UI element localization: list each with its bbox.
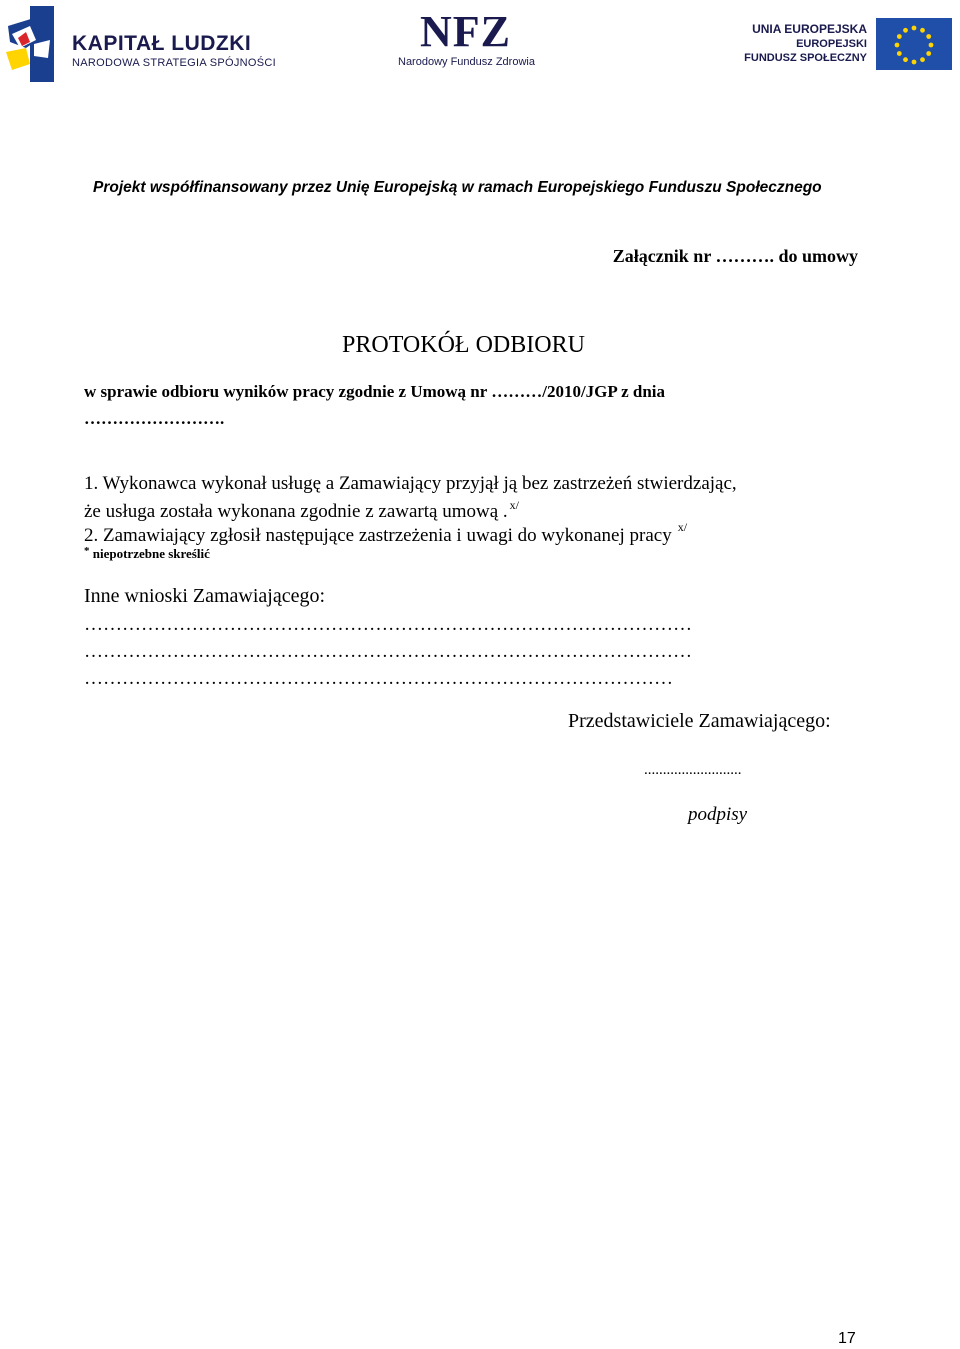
eu-flag-icon (876, 18, 952, 70)
other-conclusions-label: Inne wnioski Zamawiającego: (84, 585, 326, 607)
attachment-label: Załącznik nr ………. do umowy (612, 246, 858, 266)
document-title: PROTOKÓŁ ODBIORU (342, 332, 585, 358)
eu-subtitle-2: FUNDUSZ SPOŁECZNY (744, 52, 867, 64)
dotted-line-1: …………………………………………………………………………………… (84, 614, 692, 635)
dotted-line-3: ………………………………………………………………………………… (84, 668, 673, 689)
eu-logo (744, 18, 955, 74)
page-number: 17 (838, 1330, 856, 1347)
footnote (84, 545, 210, 562)
item-2-superscript: x/ (677, 520, 688, 534)
footnote-mark: * (84, 545, 90, 557)
footnote-text: niepotrzebne skreślić (92, 546, 210, 561)
item-2-line (84, 520, 687, 547)
eu-subtitle-1: EUROPEJSKI (796, 38, 867, 50)
nfz-logo (396, 7, 546, 74)
nfz-subtitle: Narodowy Fundusz Zdrowia (398, 56, 535, 68)
item-1-superscript: x/ (509, 498, 519, 512)
item-1-text: że usługa została wykonana zgodnie z zawartą umową . (84, 501, 508, 522)
signature-dots: .......................... (644, 762, 742, 778)
kapital-ludzki-subtitle: NARODOWA STRATEGIA SPÓJNOŚCI (72, 57, 276, 69)
cofinancing-note: Projekt współfinansowany przez Unię Europejską w ramach Europejskiego Funduszu Społecznego (93, 179, 822, 196)
dotted-line-2: …………………………………………………………………………………… (84, 641, 692, 662)
item-2-text: 2. Zamawiający zgłosił następujące zastrzeżenia i uwagi do wykonanej pracy (84, 525, 672, 546)
eu-title: UNIA EUROPEJSKA (752, 22, 867, 36)
subject-line-1: w sprawie odbioru wyników pracy zgodnie z Umową nr ………/2010/JGP z dnia (84, 382, 666, 401)
representatives-label: Przedstawiciele Zamawiającego: (568, 710, 831, 732)
signatures-label: podpisy (688, 804, 748, 825)
kapital-ludzki-star-icon (4, 4, 56, 84)
nfz-mark: NFZ (420, 7, 511, 56)
item-1-line-1: 1. Wykonawca wykonał usługę a Zamawiający przyjął ją bez zastrzeżeń stwierdzając, (84, 473, 737, 494)
subject-line-2: ……………………. (84, 409, 225, 428)
kapital-ludzki-title: KAPITAŁ LUDZKI (72, 32, 252, 55)
kapital-ludzki-logo (4, 4, 276, 86)
